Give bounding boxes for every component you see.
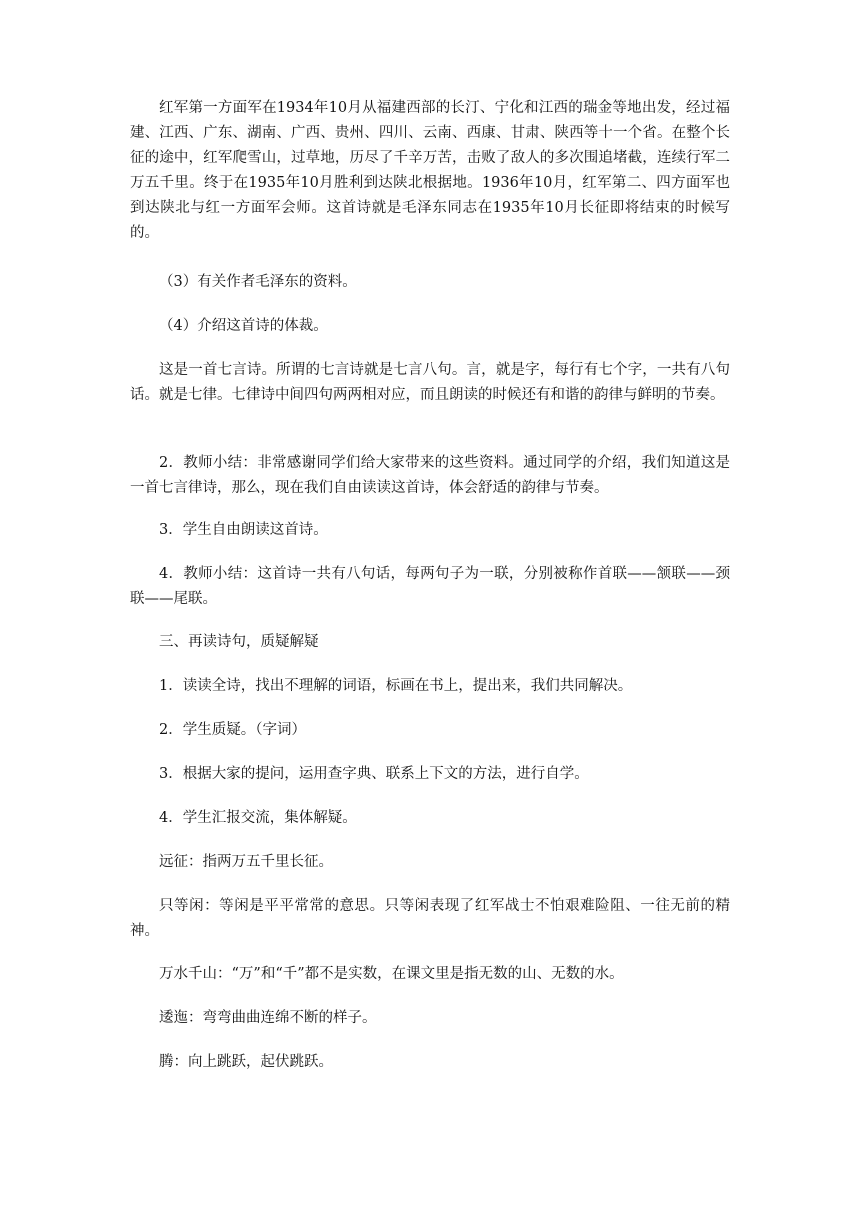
paragraph-teacher-summary-2: 4．教师小结：这首诗一共有八句话，每两句子为一联，分别被称作首联——颔联——颈联——尾联。: [130, 566, 730, 607]
paragraph-teacher-summary-1: 2．教师小结：非常感谢同学们给大家带来的这些资料。通过同学的介绍，我们知道这是一首七言律诗，那么，现在我们自由读读这首诗，体会舒适的韵律与节奏。: [130, 455, 730, 496]
paragraph-free-reading: 3．学生自由朗读这首诗。: [159, 522, 328, 538]
paragraph-step-4: 4．学生汇报交流，集体解疑。: [159, 810, 357, 826]
definition-wanshuiqianshan: 万水千山：“万”和“千”都不是实数，在课文里是指无数的山、无数的水。: [159, 966, 624, 982]
definition-zhidengxian: 只等闲：等闲是平平常常的意思。只等闲表现了红军战士不怕艰难险阻、一往无前的精神。: [130, 898, 730, 939]
paragraph-poem-form: （4）介绍这首诗的体裁。: [159, 318, 328, 334]
paragraph-step-1: 1．读读全诗，找出不理解的词语，标画在书上，提出来，我们共同解决。: [159, 678, 633, 694]
paragraph-step-2: 2．学生质疑。（字词）: [159, 722, 306, 738]
definition-teng: 腾：向上跳跃，起伏跳跃。: [159, 1054, 333, 1070]
paragraph-long-march-background: 红军第一方面军在1934年10月从福建西部的长汀、宁化和江西的瑞金等地出发，经过福建、江西、广东、湖南、广西、贵州、四川、云南、西康、甘肃、陕西等十一个省。在整个长征的途中，红军爬雪山，过草地，历尽了千辛万苦，击败了敌人的多次围追堵截，连续行军二万五千里。终于在1935年10月胜利到达陕北根据地。1936年10月，红军第二、四方面军也到达陕北与红一方面军会师。这首诗就是毛泽东同志在1935年10月长征即将结束的时候写的。: [130, 100, 730, 241]
definition-weiyi: 逶迤：弯弯曲曲连绵不断的样子。: [159, 1010, 377, 1026]
paragraph-step-3: 3．根据大家的提问，运用查字典、联系上下文的方法，进行自学。: [159, 766, 589, 782]
paragraph-author-info: （3）有关作者毛泽东的资料。: [159, 274, 357, 290]
section-heading-reread: 三、再读诗句，质疑解疑: [159, 634, 319, 650]
paragraph-seven-character-poem: 这是一首七言诗。所谓的七言诗就是七言八句。言，就是字，每行有七个字，一共有八句话。就是七律。七律诗中间四句两两相对应，而且朗读的时候还有和谐的韵律与鲜明的节奏。: [130, 362, 730, 403]
definition-yuanzheng: 远征：指两万五千里长征。: [159, 854, 333, 870]
